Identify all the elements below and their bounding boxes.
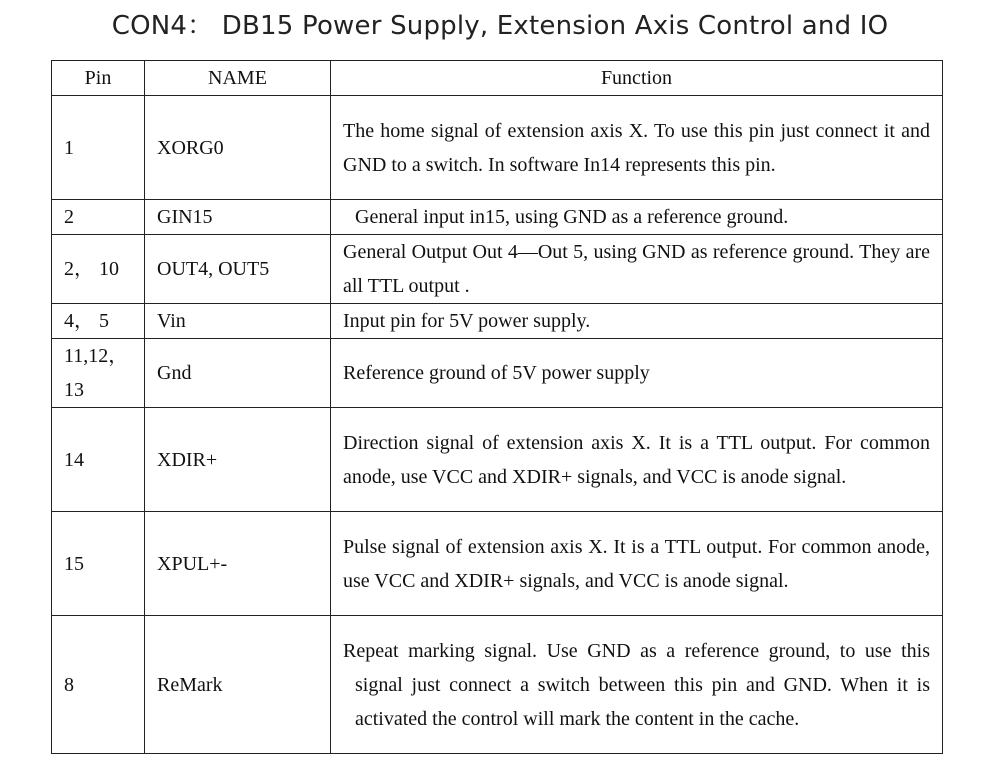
pin-cell: 8: [52, 616, 145, 754]
table-row: [52, 512, 943, 616]
function-cell: Pulse signal of extension axis X. It is a TTL output. For common anode, use VCC and XDIR+ signals, and VCC is anode signal.: [331, 512, 943, 616]
header-pin: Pin: [52, 61, 145, 96]
pin-cell: 14: [52, 408, 145, 512]
table-row: [52, 304, 943, 339]
pin-cell: 2， 10: [52, 235, 145, 304]
name-cell: XPUL+-: [145, 512, 331, 616]
name-cell: OUT4, OUT5: [145, 235, 331, 304]
table-row: [52, 339, 943, 408]
table-row: [52, 616, 943, 754]
pin-cell: 4， 5: [52, 304, 145, 339]
header-function: Function: [331, 61, 943, 96]
function-cell: Repeat marking signal. Use GND as a reference ground, to use this signal just connect a switch between this pin and GND. When it is activated the control will mark the content in the cache.: [331, 616, 943, 754]
function-cell: The home signal of extension axis X. To use this pin just connect it and GND to a switch. In software In14 represents this pin.: [331, 96, 943, 200]
header-name: NAME: [145, 61, 331, 96]
function-cell: Direction signal of extension axis X. It is a TTL output. For common anode, use VCC and XDIR+ signals, and VCC is anode signal.: [331, 408, 943, 512]
function-cell: General Output Out 4—Out 5, using GND as reference ground. They are all TTL output .: [331, 235, 943, 304]
name-cell: Vin: [145, 304, 331, 339]
name-cell: GIN15: [145, 200, 331, 235]
function-cell: Reference ground of 5V power supply: [331, 339, 943, 408]
function-cell: General input in15, using GND as a reference ground.: [331, 200, 943, 235]
name-cell: XORG0: [145, 96, 331, 200]
table-header-row: [52, 61, 943, 96]
name-cell: XDIR+: [145, 408, 331, 512]
name-cell: ReMark: [145, 616, 331, 754]
function-cell: Input pin for 5V power supply.: [331, 304, 943, 339]
pin-cell: 1: [52, 96, 145, 200]
name-cell: Gnd: [145, 339, 331, 408]
pin-cell: 11,12，13: [52, 339, 145, 408]
page-title: CON4： DB15 Power Supply, Extension Axis Control and IO: [111, 11, 889, 41]
table-row: [52, 200, 943, 235]
pin-cell: 15: [52, 512, 145, 616]
table-row: [52, 235, 943, 304]
table-row: [52, 408, 943, 512]
table-row: [52, 96, 943, 200]
pin-table: [51, 60, 943, 754]
pin-cell: 2: [52, 200, 145, 235]
